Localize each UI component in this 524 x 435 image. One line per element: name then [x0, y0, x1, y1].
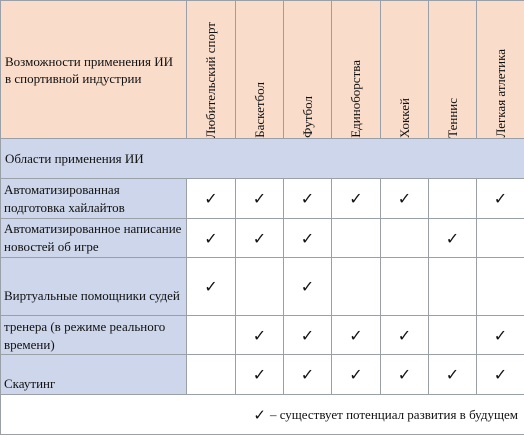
check-mark-icon: ✓ [397, 365, 412, 384]
column-header-label: Футбол [299, 96, 315, 138]
check-cell [186, 218, 236, 258]
header-corner-label: Возможности применения ИИ в спортивной индустрии [5, 53, 174, 86]
footnote-check-icon: ✓ [253, 405, 266, 424]
check-mark-icon: ✓ [300, 189, 315, 208]
check-cell [331, 178, 381, 219]
check-cell [428, 257, 477, 316]
column-header [476, 0, 524, 139]
row-label-cell [0, 218, 187, 258]
check-cell [186, 315, 236, 355]
section-row [0, 138, 524, 179]
column-header-label: Единоборства [348, 60, 363, 138]
check-cell [331, 354, 381, 395]
check-cell [235, 257, 284, 316]
row-label: Виртуальные помощники судей [4, 287, 180, 303]
check-cell [186, 354, 236, 395]
row-label: Автоматизированное написание новостей об игре [4, 221, 182, 254]
check-cell [283, 354, 332, 395]
check-mark-icon: ✓ [204, 189, 218, 208]
check-cell [428, 315, 477, 355]
column-header-label: Легкая атлетика [492, 49, 508, 138]
check-cell [283, 315, 332, 355]
check-cell [428, 178, 477, 219]
check-cell [331, 315, 381, 355]
column-header [428, 0, 477, 139]
check-cell [476, 218, 524, 258]
column-header-label: Хоккей [396, 97, 412, 138]
check-mark-icon: ✓ [300, 365, 315, 384]
row-label: Автоматизированная подготовка хайлайтов [4, 181, 125, 215]
header-corner-cell [0, 0, 187, 139]
check-cell [380, 218, 429, 258]
check-cell [380, 178, 429, 219]
column-header-label: Баскетбол [251, 82, 267, 138]
footnote-text: – существует потенциал развития в будущем [269, 406, 518, 422]
check-mark-icon: ✓ [397, 325, 412, 345]
check-cell [331, 218, 381, 258]
check-mark-icon: ✓ [252, 365, 267, 384]
check-mark-icon: ✓ [252, 189, 267, 208]
check-mark-icon: ✓ [252, 325, 267, 345]
check-mark-icon: ✓ [493, 365, 508, 384]
check-cell [235, 315, 284, 355]
check-cell [235, 218, 284, 258]
check-mark-icon: ✓ [204, 228, 218, 248]
check-cell [476, 257, 524, 316]
check-cell [476, 354, 524, 395]
check-cell [235, 354, 284, 395]
check-cell [283, 178, 332, 219]
check-cell [283, 257, 332, 316]
check-mark-icon: ✓ [493, 189, 508, 208]
check-cell [476, 315, 524, 355]
row-label-cell [0, 257, 187, 316]
check-mark-icon: ✓ [397, 189, 412, 208]
section-title: Области применения ИИ [5, 150, 144, 166]
check-cell [186, 178, 236, 219]
check-cell [283, 218, 332, 258]
check-cell [186, 257, 236, 316]
row-label-cell [0, 315, 187, 355]
check-mark-icon: ✓ [349, 189, 363, 208]
column-header [186, 0, 236, 139]
check-mark-icon: ✓ [252, 228, 267, 248]
column-header-label: Любительский спорт [203, 21, 218, 138]
check-cell [428, 354, 477, 395]
row-label: Скаутинг [4, 375, 56, 391]
check-mark-icon: ✓ [349, 365, 363, 384]
check-mark-icon: ✓ [493, 325, 508, 345]
check-cell [331, 257, 381, 316]
check-mark-icon: ✓ [445, 228, 460, 248]
row-label-cell [0, 354, 187, 395]
check-cell [476, 178, 524, 219]
column-header [283, 0, 332, 139]
check-mark-icon: ✓ [300, 277, 315, 296]
check-cell [380, 257, 429, 316]
check-mark-icon: ✓ [349, 325, 363, 345]
check-cell [380, 315, 429, 355]
check-mark-icon: ✓ [300, 228, 315, 248]
column-header-label: Теннис [444, 98, 460, 138]
check-mark-icon: ✓ [204, 277, 218, 296]
check-mark-icon: ✓ [300, 325, 315, 345]
row-label-cell [0, 178, 187, 219]
row-label: тренера (в режиме реального времени) [4, 319, 166, 352]
column-header [235, 0, 284, 139]
footnote-row [0, 394, 524, 435]
check-mark-icon: ✓ [445, 365, 460, 384]
check-cell [380, 354, 429, 395]
column-header [331, 0, 381, 139]
column-header [380, 0, 429, 139]
check-cell [235, 178, 284, 219]
check-cell [428, 218, 477, 258]
